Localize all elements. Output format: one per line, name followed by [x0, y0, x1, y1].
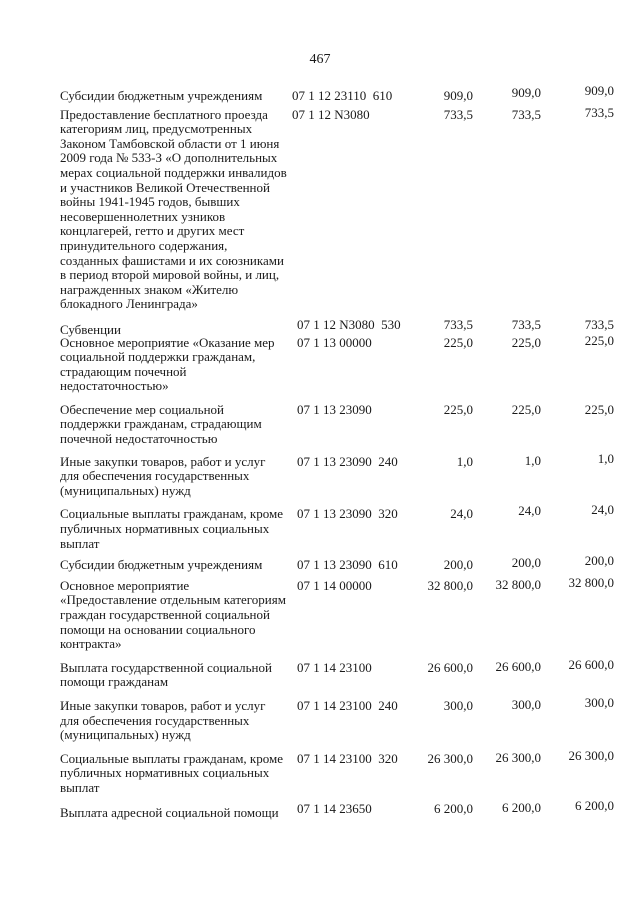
row-value-2: 1,0 — [524, 452, 541, 468]
row-value-3: 300,0 — [584, 694, 614, 710]
table-row — [60, 450, 620, 499]
row-value-3: 225,0 — [584, 332, 614, 348]
row-description: Выплата государственной социальной помощи гражданам — [60, 659, 272, 690]
page-number: 467 — [309, 52, 331, 67]
table-row — [60, 747, 620, 796]
table-row — [60, 332, 620, 394]
row-value-1: 200,0 — [443, 557, 473, 573]
row-code: 07 1 13 23090 240 — [297, 453, 398, 469]
table-row — [60, 83, 620, 104]
row-description: Социальные выплаты гражданам, кроме публичных нормативных социальных выплат — [60, 506, 283, 551]
row-description: Основное мероприятие «Оказание мер социальной поддержки гражданам, страдающим почечной недостаточностью» — [60, 334, 275, 394]
table-row — [60, 104, 620, 312]
row-value-2: 733,5 — [511, 316, 541, 332]
row-code: 07 1 12 23110 610 — [292, 88, 393, 103]
row-value-1: 26 600,0 — [427, 659, 473, 675]
table-row — [60, 574, 620, 652]
row-value-2: 24,0 — [518, 503, 541, 519]
budget-table — [60, 83, 620, 820]
row-value-3: 26 300,0 — [568, 747, 614, 763]
row-value-2: 26 300,0 — [495, 749, 541, 765]
row-value-1: 26 300,0 — [427, 750, 473, 766]
row-value-1: 225,0 — [443, 401, 473, 417]
row-description: Обеспечение мер социальной поддержки гражданам, страдающим почечной недостаточностью — [60, 401, 262, 447]
row-description: Выплата адресной социальной помощи — [60, 804, 279, 820]
row-value-2: 733,5 — [511, 106, 541, 122]
row-value-2: 6 200,0 — [502, 799, 541, 815]
row-code: 07 1 13 00000 — [297, 334, 372, 350]
row-value-1: 32 800,0 — [427, 577, 473, 593]
row-description: Предоставление бесплатного проезда категориям лиц, предусмотренных Законом Тамбовской области от 1 июня 2009 года № 533-З «О дополнительных мерах социальной поддержки инвалидов и участников Великой Отечественной войны 1941-1945 годов, бывших несовершеннолетних узников концлагерей, гетто и других мест принудительного содержания, созданных фашистами и их союзниками в период второй мировой войны, и лиц, награжденных знаком «Жителю блокадного Ленинграда» — [60, 106, 287, 312]
row-description: Субсидии бюджетным учреждениям — [60, 88, 263, 103]
row-code: 07 1 14 23650 — [297, 800, 372, 816]
row-value-1: 733,5 — [443, 316, 473, 332]
row-value-2: 26 600,0 — [495, 658, 541, 674]
row-description: Субсидии бюджетным учреждениям — [60, 557, 263, 573]
row-code: 07 1 13 23090 320 — [297, 506, 398, 522]
row-value-2: 909,0 — [511, 85, 541, 100]
table-row — [60, 553, 620, 573]
row-value-2: 300,0 — [511, 696, 541, 712]
row-value-1: 24,0 — [450, 506, 473, 522]
table-row — [60, 316, 620, 337]
row-value-1: 1,0 — [456, 453, 473, 469]
table-row — [60, 797, 620, 820]
row-value-3: 1,0 — [597, 450, 614, 466]
row-value-3: 733,5 — [584, 316, 614, 332]
row-description: Социальные выплаты гражданам, кроме публичных нормативных социальных выплат — [60, 750, 283, 795]
row-description: Основное мероприятие «Предоставление отдельным категориям граждан государственной социальной помощи на основании социального контракта» — [60, 577, 286, 652]
row-code: 07 1 14 00000 — [297, 577, 372, 593]
row-value-2: 200,0 — [511, 555, 541, 571]
row-code: 07 1 14 23100 240 — [297, 697, 398, 713]
row-value-3: 733,5 — [584, 104, 614, 120]
row-description: Иные закупки товаров, работ и услуг для обеспечения государственных (муниципальных) нужд — [60, 697, 266, 743]
table-row — [60, 403, 620, 447]
row-value-3: 24,0 — [591, 502, 614, 518]
table-row — [60, 694, 620, 743]
row-code: 07 1 13 23090 610 — [297, 557, 398, 573]
row-value-2: 225,0 — [511, 334, 541, 350]
row-value-3: 200,0 — [584, 553, 614, 569]
row-code: 07 1 13 23090 — [297, 401, 372, 417]
row-value-2: 32 800,0 — [495, 576, 541, 592]
row-value-3: 6 200,0 — [575, 797, 614, 813]
row-code: 07 1 12 N3080 530 — [297, 316, 401, 332]
row-value-1: 6 200,0 — [434, 800, 473, 816]
row-description: Субвенции — [60, 321, 121, 337]
row-code: 07 1 12 N3080 — [292, 106, 370, 122]
row-value-1: 300,0 — [443, 697, 473, 713]
row-value-3: 909,0 — [584, 83, 614, 98]
row-value-2: 225,0 — [511, 401, 541, 417]
table-row — [60, 502, 620, 551]
row-value-1: 733,5 — [443, 106, 473, 122]
row-value-1: 909,0 — [443, 88, 473, 103]
row-value-3: 32 800,0 — [568, 574, 614, 590]
row-description: Иные закупки товаров, работ и услуг для обеспечения государственных (муниципальных) нужд — [60, 453, 266, 498]
row-value-3: 225,0 — [584, 401, 614, 417]
row-code: 07 1 14 23100 320 — [297, 750, 398, 766]
row-value-3: 26 600,0 — [568, 656, 614, 672]
row-value-1: 225,0 — [443, 334, 473, 350]
table-row — [60, 656, 620, 690]
row-code: 07 1 14 23100 — [297, 659, 372, 675]
